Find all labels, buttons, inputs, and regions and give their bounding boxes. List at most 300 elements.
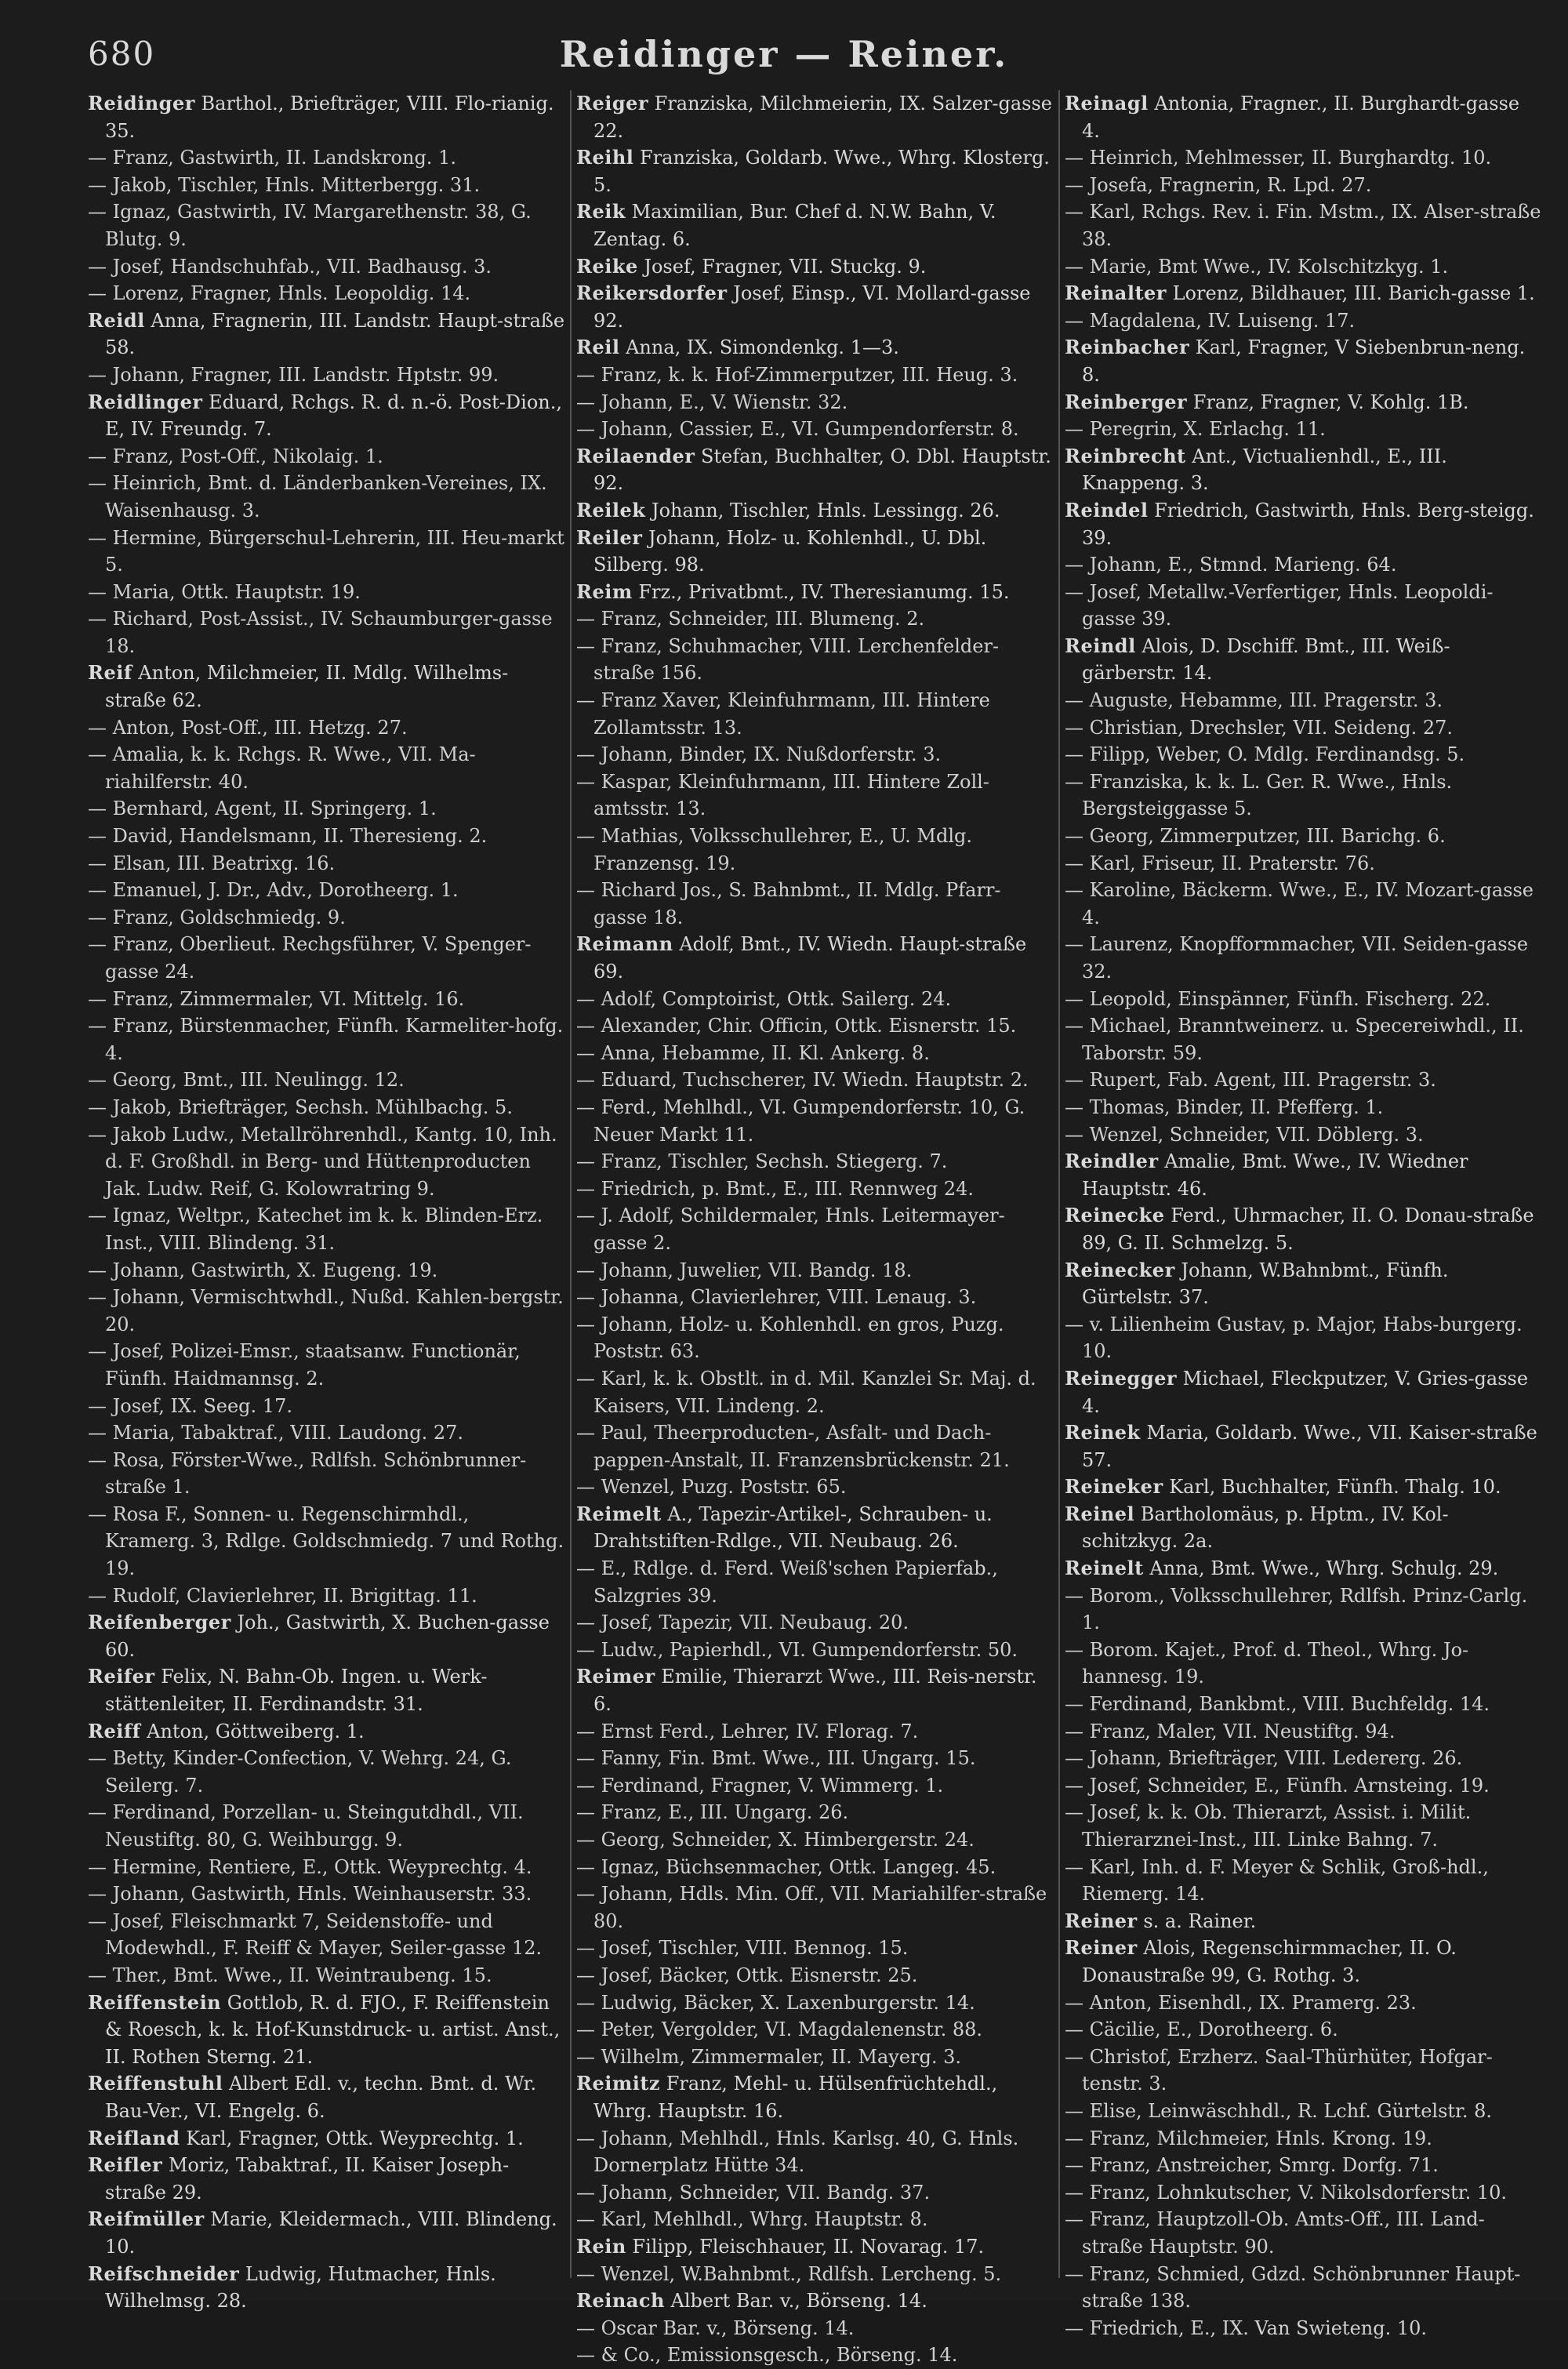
directory-entry	[1065, 579, 1542, 633]
directory-entry	[88, 741, 565, 795]
entry-surname: Reimann	[576, 932, 673, 956]
entry-details: — Hermine, Rentiere, E., Ottk. Weyprechtg. 4.	[88, 1855, 532, 1878]
directory-entry	[576, 687, 1054, 741]
directory-entry	[1065, 416, 1542, 443]
directory-entry	[88, 1447, 565, 1501]
entry-surname: Reinelt	[1065, 1557, 1144, 1580]
entry-details: — Borom., Volksschullehrer, Rdlfsh. Prinz-Carlg. 1.	[1065, 1584, 1528, 1634]
entry-details: — Johann, Briefträger, VIII. Ledererg. 26.	[1065, 1747, 1463, 1770]
directory-entry	[576, 2206, 1054, 2233]
directory-entry	[1065, 1257, 1542, 1311]
entry-details: — Heinrich, Mehlmesser, II. Burghardtg. 10.	[1065, 147, 1492, 169]
entry-details: — Franz, Schuhmacher, VIII. Lerchenfelder-straße 156.	[576, 634, 1000, 685]
entry-details: — Johann, Gastwirth, Hnls. Weinhauserstr. 33.	[88, 1883, 532, 1906]
directory-entry	[576, 1663, 1054, 1717]
entry-surname: Reifler	[88, 2153, 163, 2177]
directory-entry	[1065, 551, 1542, 579]
directory-entry	[88, 1202, 565, 1256]
entry-details: — E., Rdlge. d. Ferd. Weiß'schen Papierfab., Salzgries 39.	[576, 1557, 998, 1607]
entry-details: Joh., Gastwirth, X. Buchen-gasse 60.	[105, 1611, 550, 1661]
directory-entry	[1065, 823, 1542, 850]
directory-entry	[1065, 144, 1542, 172]
entry-details: — Josef, Handschuhfab., VII. Badhausg. 3.	[88, 255, 492, 278]
entry-details: — Franz, Bürstenmacher, Fünfh. Karmeliter-hofg. 4.	[88, 1015, 564, 1064]
directory-entry	[576, 334, 1054, 362]
entry-details: — Lorenz, Fragner, Hnls. Leopoldig. 14.	[88, 282, 471, 305]
directory-entry	[576, 1148, 1054, 1175]
entry-surname: Reindel	[1065, 498, 1149, 521]
entry-details: Adolf, Bmt., IV. Wiedn. Haupt-straße 69.	[593, 933, 1027, 983]
directory-entry	[88, 1854, 565, 1881]
directory-entry	[576, 1175, 1054, 1203]
entry-details: — Hermine, Bürgerschul-Lehrerin, III. Heu-markt 5.	[88, 526, 564, 576]
directory-entry	[1065, 2261, 1542, 2315]
directory-entry	[1065, 90, 1542, 144]
directory-entry	[576, 389, 1054, 416]
entry-details: Antonia, Fragner., II. Burghardt-gasse 4.	[1082, 93, 1520, 142]
directory-entry	[576, 2070, 1054, 2124]
entry-details: — Josef, Polizei-Emsr., staatsanw. Functionär, Fünfh. Haidmannsg. 2.	[88, 1340, 521, 1390]
entry-details: — Laurenz, Knopfformmacher, VII. Seiden-gasse 32.	[1065, 933, 1529, 983]
entry-details: — Franziska, k. k. L. Ger. R. Wwe., Hnls. Bergsteiggasse 5.	[1065, 770, 1453, 820]
entry-surname: Reiner	[1065, 1909, 1138, 1932]
entry-surname: Rein	[576, 2234, 626, 2258]
entry-details: — Josef, Bäcker, Ottk. Eisnerstr. 25.	[576, 1964, 918, 1986]
entry-details: — Rudolf, Clavierlehrer, II. Brigittag. 11.	[88, 1584, 477, 1607]
entry-details: — Karoline, Bäckerm. Wwe., E., IV. Mozart-gasse 4.	[1065, 879, 1534, 928]
directory-entry	[1065, 714, 1542, 742]
directory-entry	[1065, 1799, 1542, 1853]
directory-entry	[576, 931, 1054, 985]
directory-entry	[88, 525, 565, 579]
entry-details: Michael, Fleckputzer, V. Gries-gasse 4.	[1082, 1367, 1529, 1417]
entry-details: — Georg, Zimmerputzer, III. Barichg. 6.	[1065, 825, 1446, 848]
entry-details: Stefan, Buchhalter, O. Dbl. Hauptstr. 92.	[593, 445, 1051, 495]
directory-entry	[576, 1094, 1054, 1148]
directory-entry	[576, 525, 1054, 579]
entry-details: — & Co., Emissionsgesch., Börseng. 14.	[576, 2344, 958, 2367]
entry-details: Amalie, Bmt. Wwe., IV. Wiedner Hauptstr. 46.	[1082, 1150, 1468, 1200]
entry-details: A., Tapezir-Artikel-, Schrauben- u. Drahtstiften-Rdlge., VII. Neubaug. 26.	[593, 1502, 993, 1553]
entry-details: — Johann, Mehlhdl., Hnls. Karlsg. 40, G. Hnls. Dornerplatz Hütte 34.	[576, 2127, 1019, 2177]
entry-surname: Reindler	[1065, 1150, 1159, 1173]
directory-entry	[88, 1419, 565, 1447]
entry-details: — Franz, Tischler, Sechsh. Stiegerg. 7.	[576, 1150, 948, 1173]
entry-details: — Johann, Schneider, VII. Bandg. 37.	[576, 2181, 931, 2204]
entry-details: — Betty, Kinder-Confection, V. Wehrg. 24, G. Seilerg. 7.	[88, 1747, 512, 1797]
entry-surname: Reidinger	[88, 92, 195, 114]
directory-entry	[88, 1501, 565, 1582]
entry-details: — Friedrich, p. Bmt., E., III. Rennweg 24.	[576, 1177, 975, 1200]
entry-details: Ludwig, Hutmacher, Hnls. Wilhelmsg. 28.	[105, 2262, 496, 2313]
entry-details: — Franz, Goldschmiedg. 9.	[88, 906, 346, 928]
entry-details: — Marie, Bmt Wwe., IV. Kolschitzkyg. 1.	[1065, 255, 1449, 278]
directory-entry	[576, 1826, 1054, 1854]
entry-details: Johann, Holz- u. Kohlenhdl., U. Dbl. Silberg. 98.	[593, 526, 987, 576]
entry-details: — Elise, Leinwäschhdl., R. Lchf. Gürtelstr. 8.	[1065, 2099, 1493, 2122]
entry-details: — Johann, Hdls. Min. Off., VII. Mariahilfer-straße 80.	[576, 1883, 1047, 1932]
entry-details: — Christian, Drechsler, VII. Seideng. 27.	[1065, 716, 1454, 739]
entry-details: Anna, Bmt. Wwe., Whrg. Schulg. 29.	[1143, 1557, 1499, 1580]
entry-details: — Johann, Juwelier, VII. Bandg. 18.	[576, 1259, 913, 1281]
entry-details: — Georg, Bmt., III. Neulingg. 12.	[88, 1069, 405, 1092]
directory-entry	[88, 1609, 565, 1663]
entry-details: — Anna, Hebamme, II. Kl. Ankerg. 8.	[576, 1041, 930, 1064]
directory-entry	[576, 741, 1054, 768]
entry-details: — Wilhelm, Zimmermaler, II. Mayerg. 3.	[576, 2045, 962, 2068]
entry-details: Gottlob, R. d. FJO., F. Reiffenstein & Roesch, k. k. Hof-Kunstdruck- u. artist. Anst., II. Rothen Sterng. 21.	[105, 1991, 561, 2068]
entry-details: — Ludwig, Bäcker, X. Laxenburgerstr. 14.	[576, 1991, 975, 2014]
directory-entry	[88, 307, 565, 362]
directory-entry	[88, 986, 565, 1013]
entry-details: — Johann, Binder, IX. Nußdorferstr. 3.	[576, 743, 942, 766]
entry-details: Friedrich, Gastwirth, Hnls. Berg-steigg. 39.	[1082, 499, 1534, 549]
entry-details: — Ferdinand, Porzellan- u. Steingutdhdl., VII. Neustiftg. 80, G. Weihburgg. 9.	[88, 1801, 524, 1851]
entry-details: — Franz, Milchmeier, Hnls. Krong. 19.	[1065, 2127, 1432, 2149]
directory-entry	[88, 2152, 565, 2206]
entry-surname: Reiger	[576, 92, 649, 114]
entry-surname: Reinel	[1065, 1502, 1135, 1525]
directory-entry	[88, 1582, 565, 1610]
directory-entry	[576, 2179, 1054, 2207]
directory-entry	[1065, 2098, 1542, 2125]
directory-entry	[1065, 1311, 1542, 1365]
entry-details: — Georg, Schneider, X. Himbergerstr. 24.	[576, 1829, 975, 1851]
directory-entry	[1065, 2152, 1542, 2179]
entry-details: Anton, Milchmeier, II. Mdlg. Wilhelms-straße 62.	[105, 662, 509, 712]
directory-entry	[1065, 687, 1542, 714]
entry-details: — Thomas, Binder, II. Pfefferg. 1.	[1065, 1095, 1384, 1118]
directory-entry	[1065, 1854, 1542, 1908]
directory-entry	[88, 280, 565, 307]
entry-details: Felix, N. Bahn-Ob. Ingen. u. Werk-stättenleiter, II. Ferdinandstr. 31.	[105, 1666, 488, 1716]
entry-details: Filipp, Fleischhauer, II. Novarag. 17.	[626, 2235, 985, 2258]
directory-entry	[88, 904, 565, 932]
directory-entry	[88, 795, 565, 823]
directory-entry	[1065, 2044, 1542, 2098]
directory-entry	[1065, 931, 1542, 985]
directory-entry	[1065, 1745, 1542, 1772]
entry-surname: Reimitz	[576, 2072, 661, 2095]
directory-entry	[576, 90, 1054, 144]
entry-surname: Reidlinger	[88, 390, 203, 413]
entry-details: — Wenzel, Schneider, VII. Döblerg. 3.	[1065, 1123, 1424, 1146]
directory-entry	[1065, 2179, 1542, 2207]
entry-details: — Leopold, Einspänner, Fünfh. Fischerg. 22.	[1065, 987, 1491, 1010]
directory-entry	[576, 2315, 1054, 2342]
directory-entry	[88, 1284, 565, 1338]
entry-details: — Franz, Oberlieut. Rechgsführer, V. Spenger-gasse 24.	[88, 933, 532, 983]
entry-details: — Maria, Tabaktraf., VIII. Laudong. 27.	[88, 1422, 464, 1444]
entry-details: — Johann, E., Stmnd. Marieng. 64.	[1065, 554, 1397, 576]
directory-entry	[1065, 768, 1542, 823]
entry-surname: Reinek	[1065, 1421, 1141, 1444]
entry-details: — Franz, Anstreicher, Smrg. Dorfg. 71.	[1065, 2154, 1439, 2177]
entry-details: — Karl, Rchgs. Rev. i. Fin. Mstm., IX. Alser-straße 38.	[1065, 201, 1541, 250]
directory-entry	[1065, 334, 1542, 388]
entry-details: — Franz, k. k. Hof-Zimmerputzer, III. Heug. 3.	[576, 363, 1018, 386]
directory-entry	[88, 1066, 565, 1094]
entry-details: — Michael, Branntweinerz. u. Specereiwhdl., II. Taborstr. 59.	[1065, 1015, 1524, 1064]
entry-details: Josef, Fragner, VII. Stuckg. 9.	[637, 255, 927, 278]
entry-details: Maximilian, Bur. Chef d. N.W. Bahn, V. Zentag. 6.	[593, 201, 996, 250]
entry-details: — Franz, Zimmermaler, VI. Mittelg. 16.	[88, 987, 465, 1010]
directory-entry	[1065, 1202, 1542, 1256]
entry-details: — Alexander, Chir. Officin, Ottk. Eisnerstr. 15.	[576, 1015, 1017, 1037]
entry-surname: Reik	[576, 200, 626, 223]
entry-surname: Reinbrecht	[1065, 444, 1186, 467]
entry-surname: Reinagl	[1065, 92, 1149, 114]
directory-entry	[576, 1637, 1054, 1664]
directory-entry	[88, 172, 565, 199]
directory-entry	[576, 1066, 1054, 1094]
directory-entry	[576, 198, 1054, 253]
entry-details: — Karl, k. k. Obstlt. in d. Mil. Kanzlei Sr. Maj. d. Kaisers, VII. Lindeng. 2.	[576, 1367, 1036, 1417]
entry-surname: Reif	[88, 661, 132, 685]
directory-entry	[1065, 307, 1542, 335]
directory-entry	[88, 253, 565, 281]
directory-entry	[576, 1012, 1054, 1040]
entry-details: Franziska, Goldarb. Wwe., Whrg. Klosterg. 5.	[593, 147, 1050, 196]
entry-details: — Amalia, k. k. Rchgs. R. Wwe., VII. Ma-riahilferstr. 40.	[88, 743, 476, 793]
directory-entry	[88, 1745, 565, 1799]
entry-details: — Ferd., Mehlhdl., VI. Gumpendorferstr. 10, G. Neuer Markt 11.	[576, 1095, 1025, 1146]
directory-entry	[576, 2261, 1054, 2288]
directory-entry	[1065, 1691, 1542, 1718]
directory-entry	[1065, 1094, 1542, 1121]
entry-details: — Ferdinand, Fragner, V. Wimmerg. 1.	[576, 1774, 944, 1797]
entry-details: — Rosa F., Sonnen- u. Regenschirmhdl., Kramerg. 3, Rdlge. Goldschmiedg. 7 und Rothg. 19.	[88, 1502, 564, 1580]
directory-entry	[576, 1365, 1054, 1419]
entry-details: — Ignaz, Büchsenmacher, Ottk. Langeg. 45.	[576, 1855, 996, 1878]
entry-details: Marie, Kleidermach., VIII. Blindeng. 10.	[105, 2208, 557, 2258]
directory-entry	[576, 1772, 1054, 1800]
directory-entry	[88, 1121, 565, 1203]
entry-surname: Reil	[576, 336, 620, 359]
page-number: 680	[88, 35, 156, 73]
directory-entry	[88, 389, 565, 443]
entry-surname: Reinegger	[1065, 1366, 1178, 1390]
directory-entry	[88, 1962, 565, 1989]
directory-entry	[1065, 633, 1542, 687]
entry-details: — Josef, IX. Seeg. 17.	[88, 1394, 292, 1417]
entry-details: — Rosa, Förster-Wwe., Rdlfsh. Schönbrunner-straße 1.	[88, 1448, 527, 1499]
entry-details: — Franz, Maler, VII. Neustiftg. 94.	[1065, 1720, 1396, 1742]
entry-details: Lorenz, Bildhauer, III. Barich-gasse 1.	[1166, 282, 1535, 305]
entry-details: — Peter, Vergolder, VI. Magdalenenstr. 88.	[576, 2018, 983, 2041]
directory-entry	[1065, 2206, 1542, 2260]
directory-entry	[576, 1989, 1054, 2017]
entry-details: — Johann, Holz- u. Kohlenhdl. en gros, Puzg. Poststr. 63.	[576, 1313, 1004, 1363]
directory-entry	[88, 443, 565, 471]
entry-surname: Reindl	[1065, 634, 1136, 657]
directory-entry	[1065, 1365, 1542, 1419]
entry-surname: Reimer	[576, 1665, 655, 1688]
directory-entry	[1065, 1121, 1542, 1149]
directory-entry	[1065, 1555, 1542, 1582]
entry-surname: Reiler	[576, 525, 643, 549]
entry-details: s. a. Rainer.	[1137, 1909, 1257, 1932]
entry-details: Albert Edl. v., techn. Bmt. d. Wr. Bau-Ver., VI. Engelg. 6.	[105, 2073, 537, 2122]
entry-surname: Reilaender	[576, 444, 695, 467]
entry-details: — Josefa, Fragnerin, R. Lpd. 27.	[1065, 173, 1372, 196]
entry-surname: Reinbacher	[1065, 336, 1190, 359]
entry-surname: Reinberger	[1065, 390, 1188, 413]
entry-surname: Reiner	[1065, 1936, 1138, 1960]
directory-entry	[1065, 1419, 1542, 1473]
directory-entry	[88, 1880, 565, 1908]
entry-details: — Paul, Theerproducten-, Asfalt- und Dach-pappen-Anstalt, II. Franzensbrückenstr. 21.	[576, 1422, 1010, 1471]
directory-entry	[576, 2287, 1054, 2315]
directory-entry	[88, 877, 565, 904]
entry-details: — Auguste, Hebamme, III. Pragerstr. 3.	[1065, 689, 1443, 712]
directory-entry	[88, 2206, 565, 2260]
entry-surname: Reinalter	[1065, 282, 1167, 305]
directory-entry	[576, 1284, 1054, 1311]
directory-entry	[576, 768, 1054, 823]
entry-surname: Reikersdorfer	[576, 282, 728, 305]
directory-entry	[88, 198, 565, 253]
entry-surname: Reimelt	[576, 1502, 662, 1525]
entry-surname: Reilek	[576, 498, 646, 521]
entry-details: — Richard, Post-Assist., IV. Schaumburger-gasse 18.	[88, 608, 553, 657]
directory-entry	[576, 2342, 1054, 2369]
entry-details: — Jakob, Briefträger, Sechsh. Mühlbachg. 5.	[88, 1095, 513, 1118]
directory-entry	[1065, 1935, 1542, 1989]
entry-details: — Oscar Bar. v., Börseng. 14.	[576, 2316, 855, 2339]
entry-details: Maria, Goldarb. Wwe., VII. Kaiser-straße 57.	[1082, 1422, 1537, 1471]
page-header	[0, 16, 1568, 86]
directory-entry	[576, 144, 1054, 198]
directory-entry	[1065, 172, 1542, 199]
entry-details: Johann, W.Bahnbmt., Fünfh. Gürtelstr. 37.	[1082, 1259, 1449, 1309]
running-head: Reidinger — Reiner.	[559, 33, 1009, 75]
entry-details: Ant., Victualienhdl., E., III. Knappeng. 3.	[1082, 445, 1447, 495]
entry-details: — Franz Xaver, Kleinfuhrmann, III. Hintere Zollamtsstr. 13.	[576, 689, 990, 739]
entry-details: — Anton, Eisenhdl., IX. Pramerg. 23.	[1065, 1991, 1417, 2014]
column-right	[1065, 90, 1542, 2339]
entry-details: — Karl, Inh. d. F. Meyer & Schlik, Groß-hdl., Riemerg. 14.	[1065, 1855, 1489, 1906]
entry-details: — Jakob Ludw., Metallröhrenhdl., Kantg. 10, Inh. d. F. Großhdl. in Berg- und Hüttenproducten Jak. Ludw. Reif, G. Kolowratring 9.	[88, 1123, 557, 1200]
entry-details: — Franz, Gastwirth, II. Landskrong. 1.	[88, 147, 456, 169]
entry-details: — Anton, Post-Off., III. Hetzg. 27.	[88, 716, 408, 739]
directory-entry	[576, 443, 1054, 497]
entry-details: — Christof, Erzherz. Saal-Thürhüter, Hofgar-tenstr. 3.	[1065, 2045, 1493, 2095]
entry-details: — Franz, Post-Off., Nikolaig. 1.	[88, 445, 383, 467]
directory-entry	[88, 579, 565, 606]
directory-entry	[576, 633, 1054, 687]
directory-entry	[576, 253, 1054, 281]
directory-entry	[1065, 1582, 1542, 1637]
entry-details: — Ignaz, Gastwirth, IV. Margarethenstr. 38, G. Blutg. 9.	[88, 201, 532, 250]
directory-entry	[576, 280, 1054, 334]
directory-entry	[576, 1257, 1054, 1284]
directory-entry	[1065, 2125, 1542, 2153]
entry-details: — Magdalena, IV. Luiseng. 17.	[1065, 309, 1356, 332]
directory-entry	[88, 931, 565, 985]
directory-entry	[576, 1473, 1054, 1501]
entry-details: Franziska, Milchmeierin, IX. Salzer-gasse 22.	[593, 93, 1053, 142]
entry-surname: Reifenberger	[88, 1611, 231, 1634]
entry-details: — Bernhard, Agent, II. Springerg. 1.	[88, 798, 437, 820]
entry-details: Alois, Regenschirmmacher, II. O. Donaustraße 99, G. Rothg. 3.	[1082, 1937, 1457, 1986]
directory-entry	[88, 1989, 565, 2071]
directory-entry	[576, 1880, 1054, 1935]
directory-entry	[1065, 1066, 1542, 1094]
entry-details: — Kaspar, Kleinfuhrmann, III. Hintere Zoll-amtsstr. 13.	[576, 770, 989, 820]
entry-surname: Reinach	[576, 2289, 665, 2313]
entry-details: — Josef, Fleischmarkt 7, Seidenstoffe- und Modewhdl., F. Reiff & Mayer, Seiler-gasse 12.	[88, 1909, 543, 1960]
entry-surname: Reifschneider	[88, 2262, 240, 2285]
directory-entry	[576, 1718, 1054, 1746]
entry-details: — Adolf, Comptoirist, Ottk. Sailerg. 24.	[576, 987, 952, 1010]
entry-details: — Emanuel, J. Dr., Adv., Dorotheerg. 1.	[88, 879, 459, 902]
directory-entry	[576, 1501, 1054, 1555]
directory-entry	[1065, 1908, 1542, 1935]
directory-entry	[1065, 253, 1542, 281]
directory-entry	[1065, 741, 1542, 768]
directory-entry	[1065, 2315, 1542, 2342]
entry-details: — Borom. Kajet., Prof. d. Theol., Whrg. Jo-hannesg. 19.	[1065, 1638, 1469, 1688]
directory-entry	[576, 579, 1054, 606]
directory-entry	[1065, 2016, 1542, 2044]
entry-surname: Reiffenstein	[88, 1990, 222, 2014]
entry-details: Franz, Fragner, V. Kohlg. 1B.	[1187, 391, 1469, 413]
entry-details: — Franz, Schmied, Gdzd. Schönbrunner Haupt-straße 138.	[1065, 2262, 1521, 2313]
entry-details: — Johann, Fragner, III. Landstr. Hptstr. 99.	[88, 363, 499, 386]
entry-details: Karl, Fragner, Ottk. Weyprechtg. 1.	[180, 2127, 524, 2149]
directory-entry	[88, 2070, 565, 2124]
directory-entry	[88, 1718, 565, 1746]
directory-entry	[1065, 877, 1542, 931]
entry-details: Anton, Göttweiberg. 1.	[140, 1720, 365, 1742]
entry-details: — Ludw., Papierhdl., VI. Gumpendorferstr. 50.	[576, 1638, 1018, 1661]
entry-details: — Josef, Metallw.-Verfertiger, Hnls. Leopoldi-gasse 39.	[1065, 580, 1494, 630]
directory-entry	[1065, 1148, 1542, 1202]
entry-surname: Reinecker	[1065, 1258, 1175, 1281]
directory-entry	[576, 986, 1054, 1013]
entry-details: Barthol., Briefträger, VIII. Flo-rianig. 35.	[105, 93, 554, 142]
entry-details: — Franz, Hauptzoll-Ob. Amts-Off., III. Land-straße Hauptstr. 90.	[1065, 2208, 1485, 2258]
directory-entry	[88, 362, 565, 389]
directory-entry	[576, 2125, 1054, 2179]
entry-details: — Fanny, Fin. Bmt. Wwe., III. Ungarg. 15.	[576, 1747, 976, 1770]
directory-entry	[1065, 1637, 1542, 1691]
entry-details: — Jakob, Tischler, Hnls. Mitterbergg. 31.	[88, 173, 481, 196]
entry-details: — Johann, E., V. Wienstr. 32.	[576, 391, 848, 413]
directory-entry	[1065, 389, 1542, 416]
directory-entry	[1065, 1989, 1542, 2017]
directory-entry	[576, 2016, 1054, 2044]
directory-entry	[1065, 198, 1542, 253]
directory-entry	[576, 1311, 1054, 1365]
directory-entry	[88, 2261, 565, 2315]
directory-entry	[576, 1202, 1054, 1256]
entry-surname: Reifer	[88, 1665, 155, 1688]
entry-details: — Franz, Schneider, III. Blumeng. 2.	[576, 608, 925, 630]
entry-surname: Reiff	[88, 1719, 141, 1742]
entry-details: — Ernst Ferd., Lehrer, IV. Florag. 7.	[576, 1720, 919, 1742]
directory-entry	[88, 1257, 565, 1284]
entry-details: Ferd., Uhrmacher, II. O. Donau-straße 89, G. II. Schmelzg. 5.	[1082, 1204, 1534, 1254]
directory-entry	[1065, 1012, 1542, 1066]
entry-surname: Reinecke	[1065, 1204, 1165, 1227]
directory-entry	[88, 1799, 565, 1853]
entry-details: — Ferdinand, Bankbmt., VIII. Buchfeldg. 14.	[1065, 1693, 1490, 1716]
entry-surname: Reifmüller	[88, 2207, 205, 2231]
directory-entry	[576, 1962, 1054, 1989]
entry-details: — Johann, Cassier, E., VI. Gumpendorferstr. 8.	[576, 418, 1019, 441]
